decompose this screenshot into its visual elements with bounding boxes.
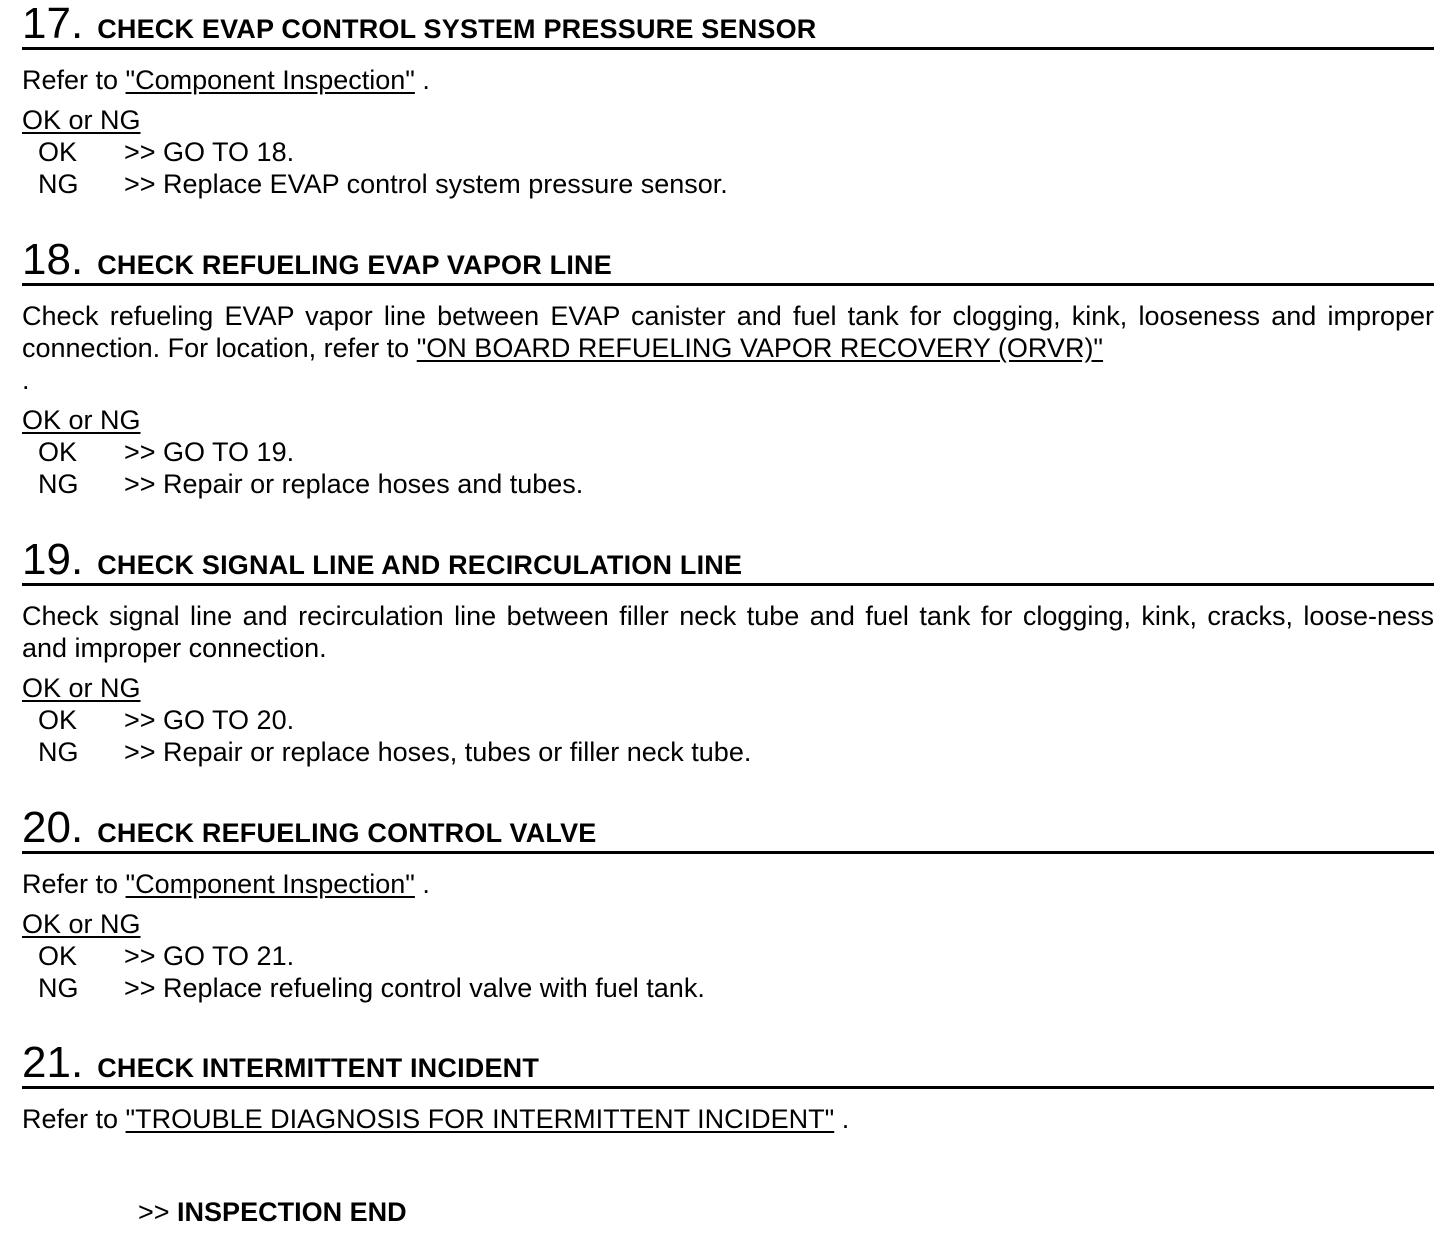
step-number-dot: . (70, 1038, 84, 1087)
ng-label: NG (38, 737, 79, 767)
ng-label: NG (38, 973, 79, 1003)
instruction-suffix: . (414, 869, 430, 899)
step-19 (22, 535, 1434, 768)
step-header (22, 1038, 1434, 1089)
step-instruction: Check signal line and recirculation line between filler neck tube and fuel tank for clogging, kink, cracks, loose-ness and improper connection. (22, 601, 1434, 663)
ok-action: >> GO TO 21. (124, 941, 295, 971)
ok-result-row (22, 940, 1434, 972)
step-18 (22, 235, 1434, 500)
ng-result-row (22, 736, 1434, 768)
inspection-end (138, 1196, 407, 1228)
ng-label: NG (38, 169, 79, 199)
step-header (22, 803, 1434, 854)
step-instruction (22, 300, 1434, 364)
step-number-dot: . (70, 803, 84, 852)
instruction-suffix: . (414, 65, 430, 95)
step-number-dot: . (70, 0, 84, 48)
instruction-text: Refer to (22, 869, 126, 899)
end-arrow: >> (138, 1197, 178, 1227)
step-number: 19 (22, 535, 71, 584)
instruction-text: Check refueling EVAP vapor line between EVAP canister and fuel tank for clogging, kink, looseness and improper connection. For location, refer to (22, 301, 1434, 363)
component-inspection-link[interactable]: "Component Inspection" (125, 869, 415, 899)
ok-action: >> GO TO 20. (124, 705, 295, 735)
ok-result-row (22, 436, 1434, 468)
component-inspection-link[interactable]: "Component Inspection" (125, 65, 415, 95)
step-title: CHECK INTERMITTENT INCIDENT (97, 1053, 540, 1083)
ok-action: >> GO TO 19. (124, 437, 295, 467)
ng-result-row (22, 168, 1434, 200)
step-number: 20 (22, 803, 71, 852)
step-number-dot: . (70, 235, 84, 284)
step-title: CHECK REFUELING CONTROL VALVE (97, 818, 597, 848)
ng-result-row (22, 972, 1434, 1004)
ng-action: >> Replace EVAP control system pressure sensor. (124, 169, 728, 199)
instruction-suffix: . (834, 1104, 850, 1134)
instruction-text: Refer to (22, 1104, 126, 1134)
step-header (22, 235, 1434, 286)
ok-or-ng-heading: OK or NG (22, 673, 141, 703)
step-title: CHECK SIGNAL LINE AND RECIRCULATION LINE (97, 550, 743, 580)
ok-or-ng-heading: OK or NG (22, 405, 141, 435)
instruction-text: Refer to (22, 65, 126, 95)
step-title: CHECK REFUELING EVAP VAPOR LINE (97, 250, 612, 280)
ng-action: >> Replace refueling control valve with fuel tank. (124, 973, 705, 1003)
ok-action: >> GO TO 18. (124, 137, 295, 167)
step-number: 17 (22, 0, 71, 48)
step-header (22, 535, 1434, 586)
ok-label: OK (38, 137, 78, 167)
orvr-link[interactable]: "ON BOARD REFUELING VAPOR RECOVERY (ORVR)" (416, 333, 1104, 363)
step-title: CHECK EVAP CONTROL SYSTEM PRESSURE SENSOR (97, 14, 817, 44)
step-instruction (22, 1103, 1434, 1135)
ok-or-ng-heading: OK or NG (22, 909, 141, 939)
ng-result-row (22, 468, 1434, 500)
ok-result-row (22, 704, 1434, 736)
step-number: 21 (22, 1038, 71, 1087)
ok-label: OK (38, 437, 78, 467)
instruction-suffix: . (22, 365, 30, 395)
ng-action: >> Repair or replace hoses and tubes. (124, 469, 584, 499)
intermittent-incident-link[interactable]: "TROUBLE DIAGNOSIS FOR INTERMITTENT INCIDENT" (125, 1104, 835, 1134)
step-number: 18 (22, 235, 71, 284)
end-label: INSPECTION END (177, 1197, 407, 1227)
step-instruction (22, 64, 1434, 96)
step-20 (22, 803, 1434, 1004)
step-17 (22, 2, 1434, 200)
step-header (22, 2, 1434, 50)
ng-label: NG (38, 469, 79, 499)
ok-or-ng-heading: OK or NG (22, 105, 141, 135)
step-21 (22, 1038, 1434, 1135)
ok-label: OK (38, 941, 78, 971)
ng-action: >> Repair or replace hoses, tubes or filler neck tube. (124, 737, 752, 767)
step-number-dot: . (70, 535, 84, 584)
step-instruction (22, 868, 1434, 900)
ok-label: OK (38, 705, 78, 735)
ok-result-row (22, 136, 1434, 168)
